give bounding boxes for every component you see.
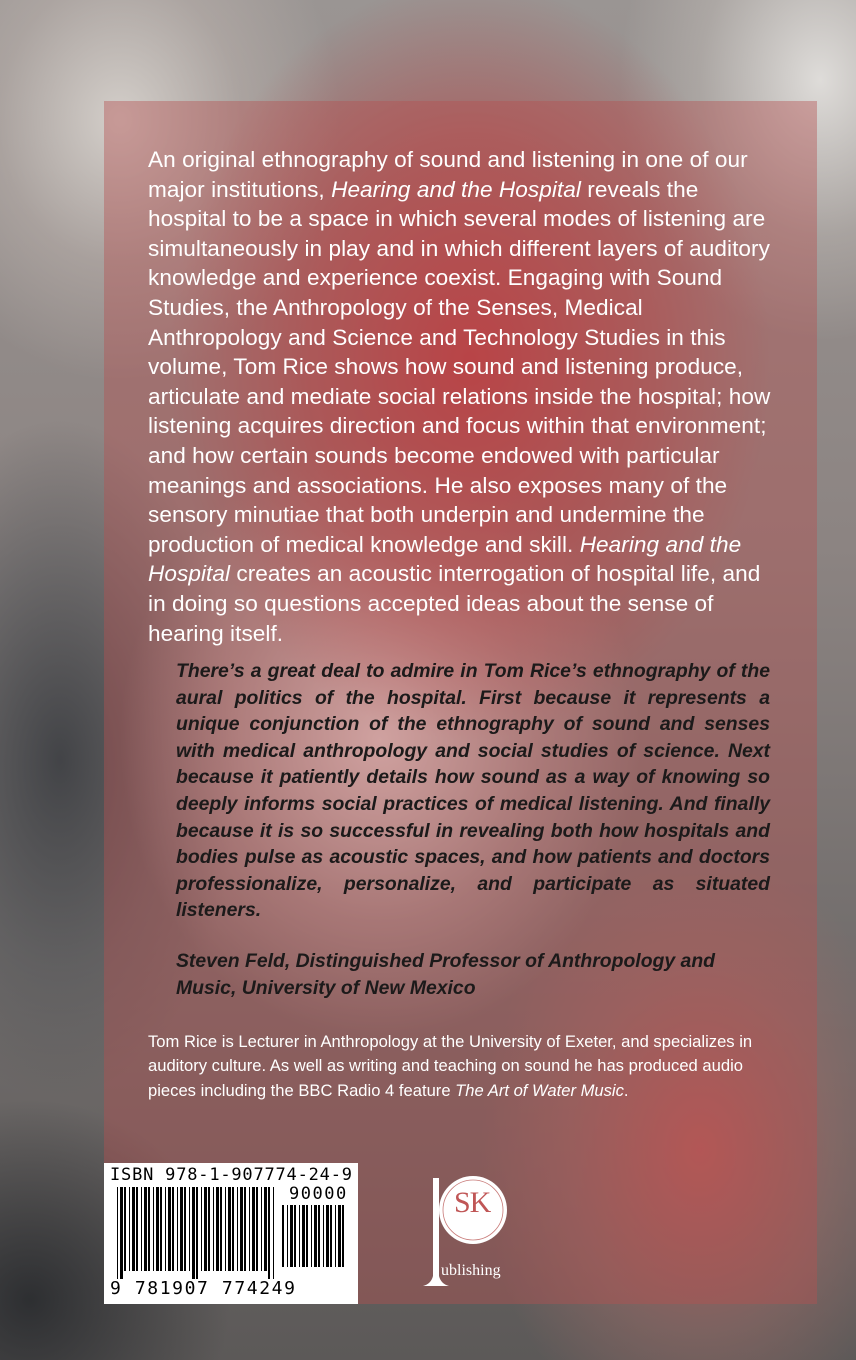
barcode-bar [240,1187,243,1271]
barcode-bar [302,1205,305,1267]
barcode-bar [261,1187,262,1271]
blurb-title2: Hearing and the Hospital [148,531,742,587]
barcode-bar [172,1187,174,1271]
barcode-bar [290,1205,293,1267]
blurb-seg3: creates an acoustic interrogation of hospital life, and in doing so questions accepted ideas about the sense of hearing itself. [148,561,761,646]
barcode-bar [338,1205,341,1267]
author-bio [148,1030,793,1103]
barcode-bar [148,1187,150,1271]
barcode-bar [196,1187,198,1279]
publisher-logo-word: ublishing [441,1262,501,1279]
barcode-bar [208,1187,210,1271]
barcode-bar [264,1187,267,1271]
barcode-bar [244,1187,246,1271]
barcode-bar [141,1187,142,1271]
barcode-bar [249,1187,250,1271]
barcode-bar [220,1187,222,1271]
endorsement-quote: There’s a great deal to admire in Tom Rice’s ethnography of the aural politics of the hospital. First because it represents a unique conjunction of the ethnography of sound and senses with medical anthropology and social studies of science. Next because it patiently details how sound as a way of knowing so deeply informs social practices of medical listening. And finally because it is so successful in revealing both how hospitals and bodies pulse as acoustic spaces, and how patients and doctors professionalize, personalize, and participate as situated listeners. [176,660,770,922]
barcode-bar [144,1187,147,1271]
barcode-bar [168,1187,171,1271]
barcode-bar [120,1187,123,1279]
price-code: 90000 [289,1184,348,1204]
barcode-bar [252,1187,255,1271]
barcode-bar [282,1205,284,1267]
blurb-seg1: An original ethnography of sound and listening in one of our major institutions, [148,147,748,202]
barcode-bar [192,1187,195,1279]
isbn-label: ISBN 978-1-907774-24-9 [110,1165,353,1185]
barcode-bar [132,1187,135,1271]
description-blurb [148,145,776,648]
ean-barcode [117,1187,277,1279]
barcode-bar [323,1205,324,1267]
barcode-bar [299,1205,300,1267]
barcode-bar [160,1187,162,1271]
barcode-bar [318,1205,320,1267]
barcode-bar [335,1205,336,1267]
barcode-bar [117,1187,118,1279]
barcode-bar [311,1205,312,1267]
ean-digits: 9 781907 774249 [110,1278,297,1299]
barcode-bar [124,1187,126,1271]
barcode-bar [237,1187,238,1271]
barcode-bar [216,1187,219,1271]
barcode-bar [256,1187,258,1271]
barcode-bar [342,1205,344,1267]
endorsement-attribution: Steven Feld, Distinguished Professor of Anthropology and Music, University of New Mexico [176,950,716,999]
barcode-bar [287,1205,288,1267]
barcode-bar [213,1187,214,1271]
bio-work-title: The Art of Water Music [455,1080,624,1100]
barcode-bar [189,1187,190,1271]
publisher-logo-letters: SK [454,1186,491,1219]
barcode-bar [306,1205,308,1267]
barcode-bar [204,1187,207,1271]
barcode-bar [129,1187,130,1271]
bio-text: Tom Rice is Lecturer in Anthropology at the University of Exeter, and specializes in auditory culture. As well as writing and teaching on sound he has produced audio pieces including the BBC Radio 4 feature [148,1032,753,1100]
barcode-bar [326,1205,329,1267]
barcode-bar [232,1187,234,1271]
barcode-bar [177,1187,178,1271]
barcode-bar [184,1187,186,1271]
barcode-bar [156,1187,159,1271]
barcode-bar [225,1187,226,1271]
barcode-bar [314,1205,317,1267]
blurb-title1: Hearing and the Hospital [331,176,581,202]
bio-end: . [623,1080,629,1100]
barcode-bar [165,1187,166,1271]
barcode-bar [136,1187,138,1271]
barcode-bar [180,1187,183,1271]
barcode-bar [330,1205,332,1267]
barcode-bar [153,1187,154,1271]
addon-barcode [282,1205,348,1275]
barcode-bar [201,1187,202,1271]
barcode-bar [273,1187,274,1279]
blurb-seg2: reveals the hospital to be a space in which several modes of listening are simultaneously in play and in which different layers of auditory knowledge and experience coexist. Engaging with Sound Studies, the Anthropology of the Senses, Medical Anthropology and Science and Technology Studies in this volume, Tom Rice shows how sound and listening produce, articulate and mediate social relations inside the hospital; how listening acquires direction and focus within that environment; and how certain sounds become endowed with particular meanings and associations. He also exposes many of the sensory minutiae that both underpin and undermine the production of medical knowledge and skill. [148,176,771,557]
barcode-bar [228,1187,231,1271]
barcode-bar [268,1187,270,1279]
barcode-bar [294,1205,296,1267]
